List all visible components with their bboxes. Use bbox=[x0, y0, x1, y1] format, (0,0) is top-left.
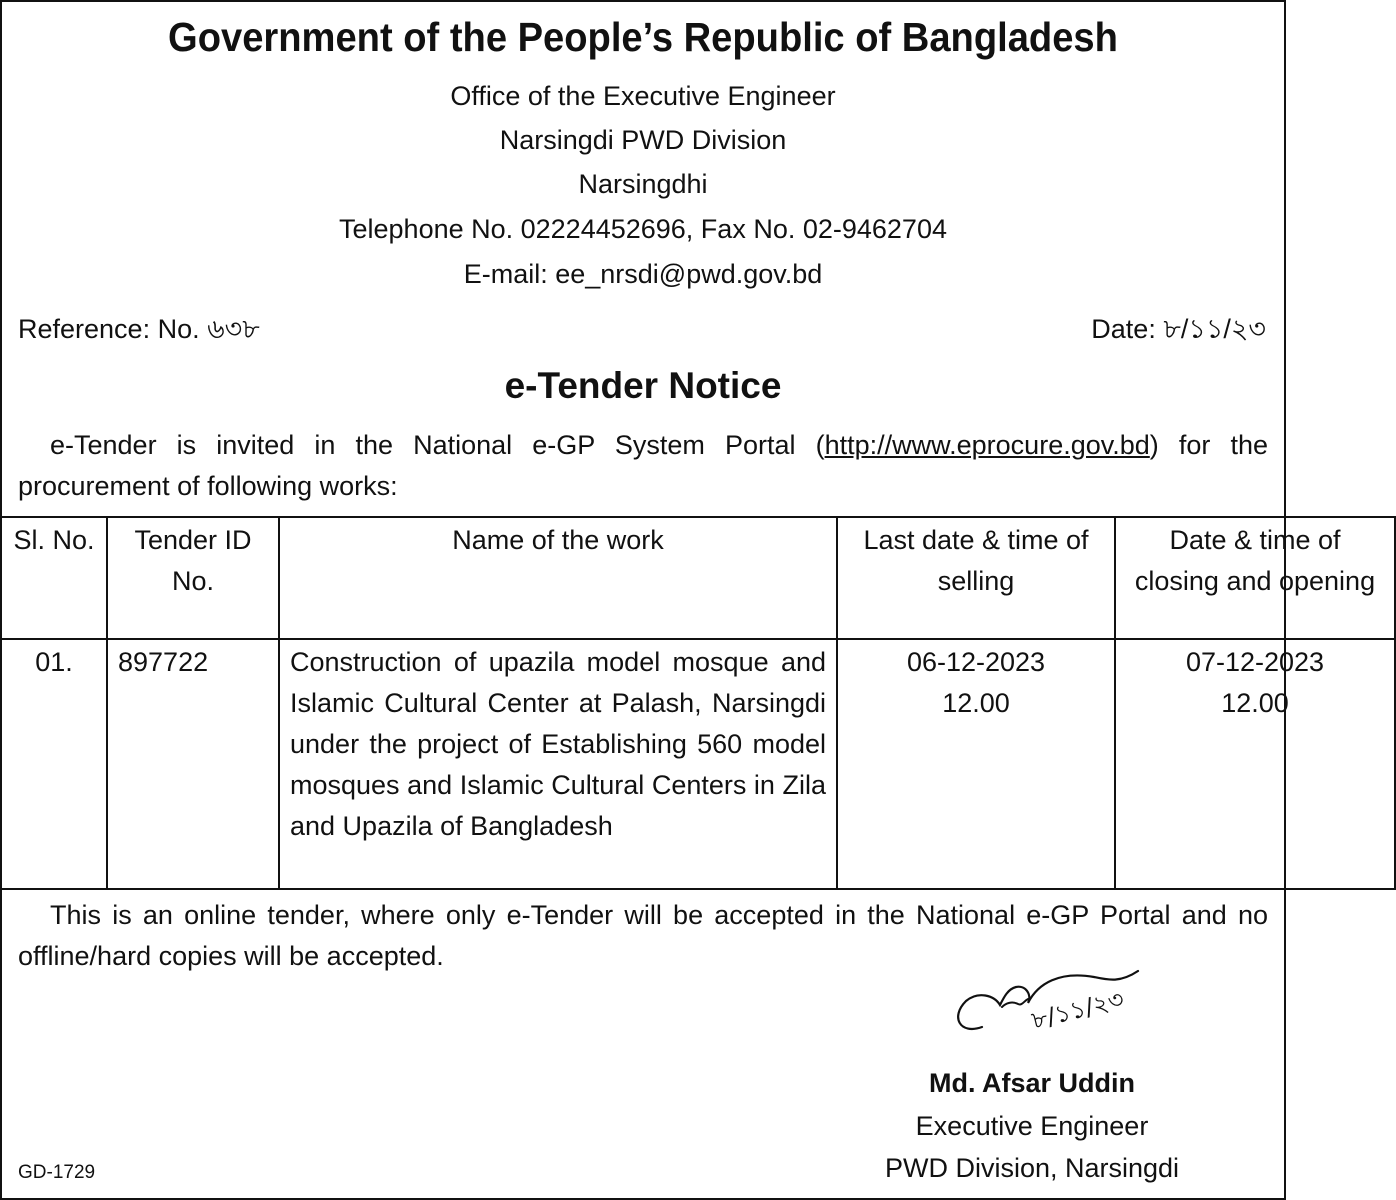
gd-code: GD-1729 bbox=[18, 1162, 96, 1183]
header-closing-opening: Date & time of closing and opening bbox=[1115, 517, 1395, 639]
header-tender-id: Tender ID No. bbox=[107, 517, 279, 639]
row-work-name: Construction of upazila model mosque and Islamic Cultural Center at Palash, Narsingdi under the project of Establishing 560 model mosques and Islamic Cultural Centers in Zila and Upazila of Bangladesh bbox=[279, 639, 837, 889]
selling-time: 12.00 bbox=[942, 688, 1010, 718]
row-tender-id: 897722 bbox=[107, 639, 279, 889]
eprocure-link[interactable]: http://www.eprocure.gov.bd bbox=[824, 430, 1150, 460]
intro-text-after-link: ) for the procurement of following works: bbox=[18, 430, 1268, 501]
selling-date: 06-12-2023 bbox=[906, 647, 1046, 677]
handwritten-signature bbox=[942, 957, 1152, 1052]
signature-icon bbox=[942, 957, 1152, 1052]
reference-number: Reference: No. ৬৩৮ bbox=[18, 314, 260, 344]
table-row bbox=[1, 639, 1395, 889]
intro-text-before-link: e-Tender is invited in the National e-GP System Portal ( bbox=[50, 430, 825, 460]
signer-designation: Executive Engineer bbox=[915, 1111, 1149, 1141]
row-closing-opening bbox=[1115, 639, 1395, 889]
closing-date: 07-12-2023 bbox=[1185, 647, 1325, 677]
telephone-fax-line: Telephone No. 02224452696, Fax No. 02-9462704 bbox=[339, 214, 947, 244]
closing-time: 12.00 bbox=[1221, 688, 1289, 718]
notice-title: e-Tender Notice bbox=[504, 365, 782, 406]
email-line: E-mail: ee_nrsdi@pwd.gov.bd bbox=[463, 259, 823, 289]
signer-office: PWD Division, Narsingdi bbox=[884, 1153, 1180, 1183]
office-name: Office of the Executive Engineer bbox=[450, 81, 836, 111]
closing-note-text: This is an online tender, where only e-Tender will be accepted in the National e-GP Portal and no offline/hard copies will be accepted. bbox=[18, 900, 1268, 971]
row-last-selling bbox=[837, 639, 1115, 889]
signer-name: Md. Afsar Uddin bbox=[929, 1068, 1135, 1098]
header-serial-number: Sl. No. bbox=[1, 517, 107, 639]
header-last-selling: Last date & time of selling bbox=[837, 517, 1115, 639]
header-work-name: Name of the work bbox=[279, 517, 837, 639]
notice-date: Date: ৮/১১/২৩ bbox=[1091, 314, 1266, 344]
government-title: Government of the People’s Republic of Bangladesh bbox=[168, 14, 1118, 60]
signature-date-text: ৮/১১/২৩ bbox=[1028, 984, 1127, 1035]
tender-table bbox=[0, 516, 1396, 890]
division-name: Narsingdi PWD Division bbox=[499, 125, 787, 155]
table-header-row bbox=[1, 517, 1395, 639]
intro-paragraph bbox=[18, 425, 1268, 507]
row-serial-number: 01. bbox=[1, 639, 107, 889]
city-name: Narsingdhi bbox=[578, 169, 708, 199]
